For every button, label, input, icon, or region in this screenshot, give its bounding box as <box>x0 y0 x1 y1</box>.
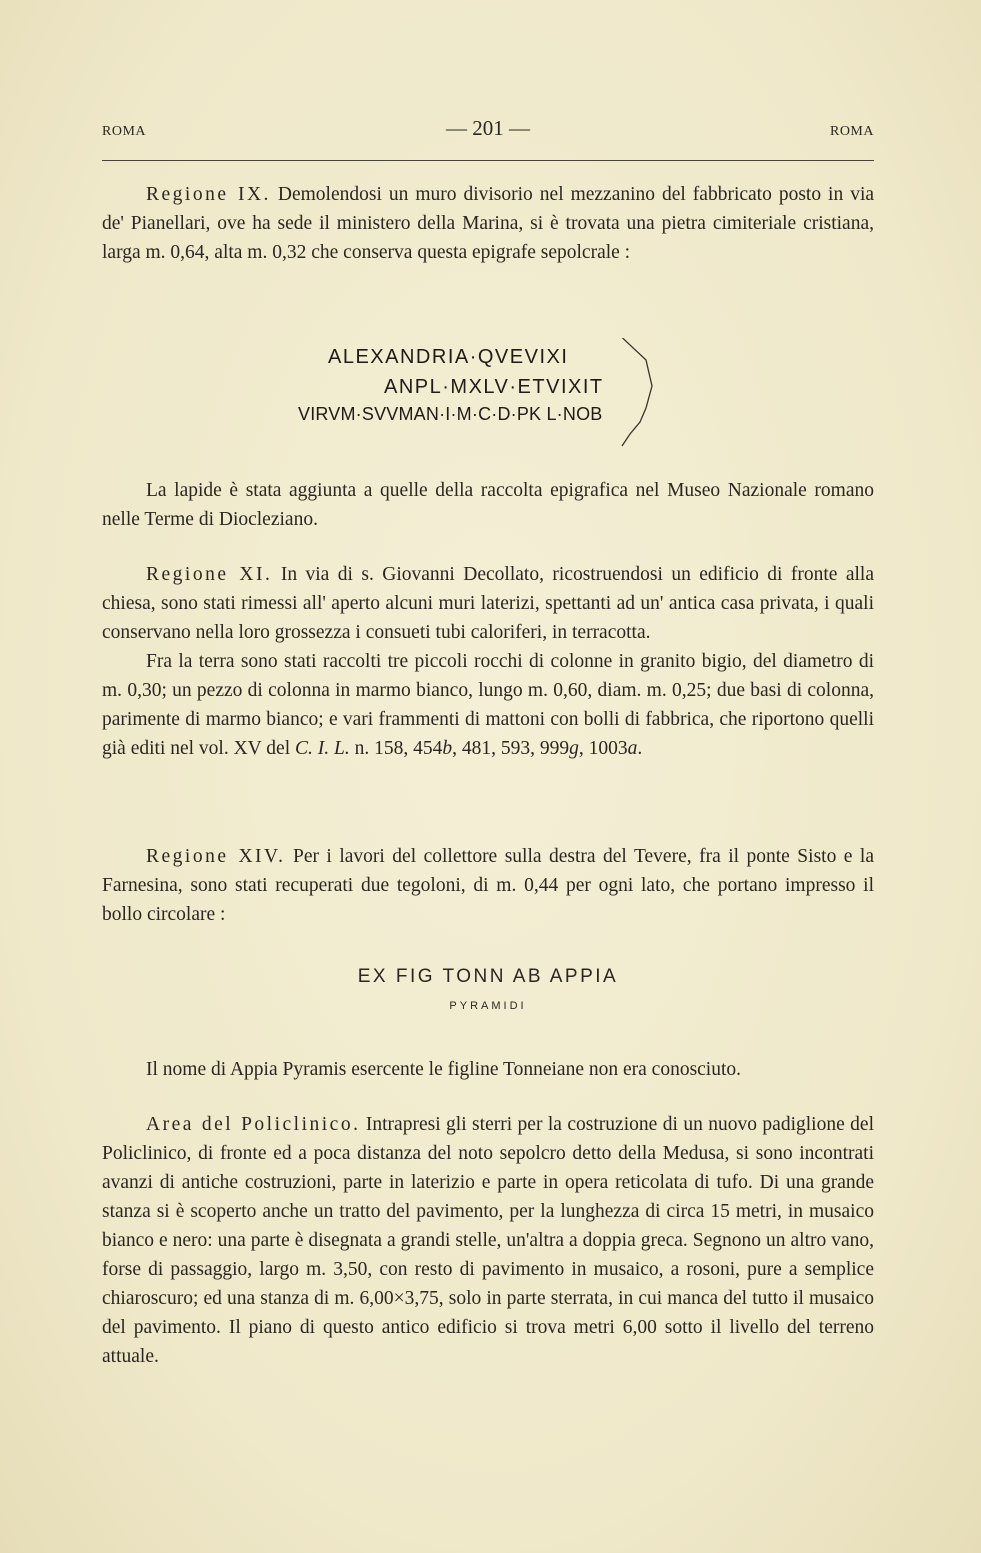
variant-letter: g <box>569 738 579 759</box>
paragraph-text: , 481, 593, 999 <box>452 738 570 759</box>
epigraph-inscription <box>290 338 670 458</box>
running-head-right: ROMA <box>829 124 874 139</box>
variant-letter: a <box>627 738 638 759</box>
section-label: Regione XIV. <box>146 846 286 867</box>
stamp-line-2: PYRAMIDI <box>449 1000 527 1012</box>
inscription-line-1: ALEXANDRIA·QVEVIXI <box>328 346 569 368</box>
section-label: Area del Policlinico. <box>146 1114 361 1135</box>
paragraph-text: , 1003 <box>578 738 628 759</box>
paragraph-text: . <box>637 738 643 759</box>
paragraph-policlinico <box>102 1110 874 1371</box>
paragraph-text: La lapide è stata aggiunta a quelle della raccolta epigrafica nel Museo Nazionale romano nelle Terme di Diocleziano. <box>102 480 874 530</box>
variant-letter: b <box>442 738 453 759</box>
paragraph-text: In via di s. Giovanni Decollato, ricostruendosi un edificio di fronte alla chiesa, sono stati rimessi all' aperto alcuni muri laterizi, spettanti ad un' antica casa privata, i quali conservano nella loro grossezza i consueti tubi caloriferi, in terracotta. <box>102 564 875 643</box>
inscription-line-3: VIRVM·SVVMAN·I·M·C·D·PK L·NOB <box>298 404 603 424</box>
paragraph-text: Fra la terra sono stati raccolti tre piccoli rocchi di colonne in granito bigio, del diametro di m. 0,30; un pezzo di colonna in marmo bianco, lungo m. 0,60, diam. m. 0,25; due basi di colonna, parimente di marmo bianco; e vari frammenti di mattoni con bolli di fabbrica, che riportono quelli già editi nel vol. XV del <box>102 651 874 759</box>
paragraph-regione-xiv <box>102 842 874 929</box>
paragraph-text: Intrapresi gli sterri per la costruzione di un nuovo padiglione del Policlinico, di fronte ed a poca distanza del noto sepolcro detto della Medusa, si sono incontrati avanzi di antiche costruzioni, parte in laterizio e parte in opera reticolata di tufo. Di una grande stanza si è scoperto anche un tratto del pavimento, per la lunghezza di circa 15 metri, in musaico bianco e nero: una parte è disegnata a grandi stelle, un'altra a doppia greca. Segnono un altro vano, forse di passaggio, largo m. 3,50, con resto di pavimento in musaico, a rosoni, pure a semplice chiaroscuro; ed una stanza di m. 6,00×3,75, solo in parte sterrata, in cui manca del tutto il musaico del pavimento. Il piano di questo antico edificio si trova metri 6,00 sotto il livello del terreno attuale. <box>102 1114 875 1367</box>
paragraph-text: n. 158, 454 <box>349 738 443 759</box>
page-number: — 201 — <box>446 116 530 140</box>
paragraph-text: Il nome di Appia Pyramis esercente le figline Tonneiane non era conosciuto. <box>146 1059 742 1080</box>
page-header <box>102 116 874 146</box>
stamp-line-1: EX FIG TONN AB APPIA <box>357 966 619 987</box>
header-rule <box>102 160 874 161</box>
paragraph-regione-xi <box>102 560 874 763</box>
paragraph-text: Per i lavori del collettore sulla destra del Tevere, fra il ponte Sisto e la Farnesina, sono stati recuperati due tegoloni, di m. 0,44 per ogni lato, che portano impresso il bollo circolare : <box>102 846 875 925</box>
inscription-line-2: ANPL·MXLV·ETVIXIT <box>384 376 604 398</box>
section-label: Regione IX. <box>146 184 271 205</box>
cil-citation: C. I. L. <box>294 738 350 759</box>
paragraph-appia <box>102 1055 874 1084</box>
paragraph-text: Demolendosi un muro divisorio nel mezzanino del fabbricato posto in via de' Pianellari, ove ha sede il ministero della Marina, si è trovata una pietra cimiteriale cristiana, larga m. 0,64, alta m. 0,32 che conserva questa epigrafe sepolcrale : <box>102 184 875 263</box>
section-label: Regione XI. <box>146 564 273 585</box>
paragraph-regione-ix <box>102 180 874 267</box>
running-head-left: ROMA <box>102 124 147 139</box>
paragraph-lapide <box>102 476 874 534</box>
